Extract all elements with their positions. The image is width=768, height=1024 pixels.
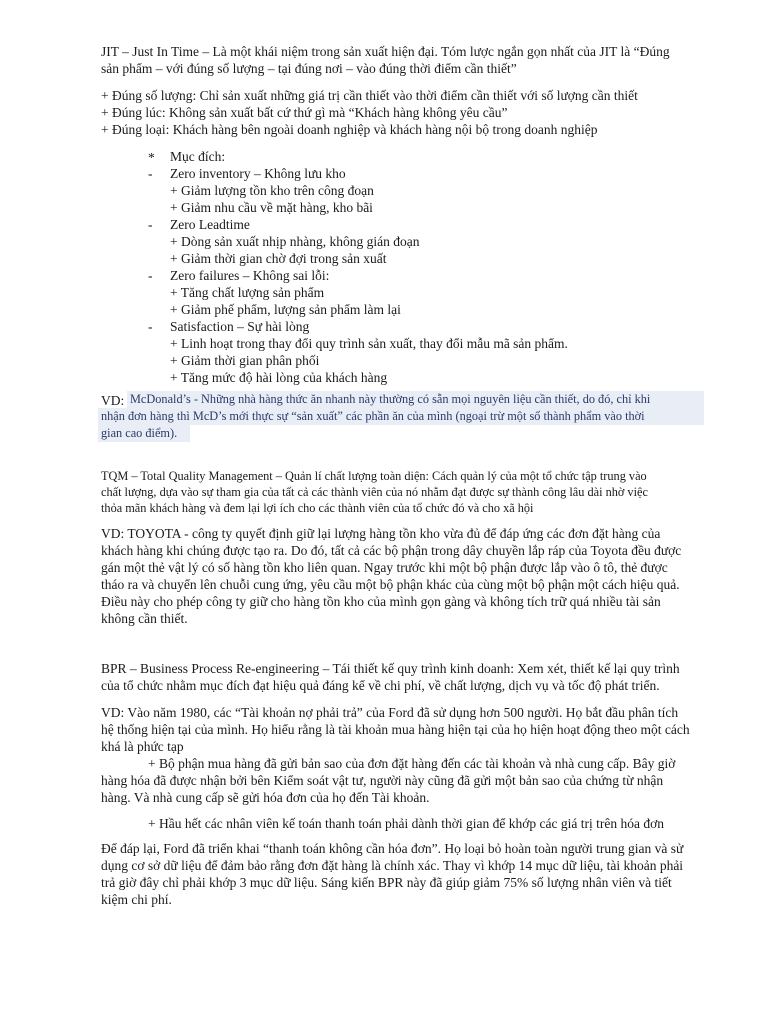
ford-example-line: khá là phức tạp <box>101 739 184 754</box>
goal-item: + Dòng sản xuất nhịp nhàng, không gián đoạn <box>170 234 420 249</box>
goal-title: Zero failures – Không sai lỗi: <box>170 268 330 283</box>
goal-title: Satisfaction – Sự hài lòng <box>170 319 310 334</box>
toyota-example-line: tháo ra và chuyển lên chuỗi cung ứng, yêu cầu một bộ phận khác của cùng một bộ phận một cách hiệu quả. <box>101 577 680 592</box>
ford-step-line: + Hầu hết các nhân viên kế toán thanh toán phải dành thời gian để khớp các giá trị trên hóa đơn <box>148 816 664 831</box>
goal-item: + Linh hoạt trong thay đổi quy trình sản xuất, thay đổi mẫu mã sản phẩm. <box>170 336 568 351</box>
goal-dash: - <box>148 319 153 334</box>
toyota-example-line: khách hàng khi chúng được tạo ra. Do đó, tất cả các bộ phận trong dây chuyền lắp ráp của Toyota đều được <box>101 543 682 558</box>
ford-result-line: Để đáp lại, Ford đã triển khai “thanh toán không cần hóa đơn”. Họ loại bỏ hoàn toàn người trung gian và sử <box>101 841 684 856</box>
purpose-title: Mục đích: <box>170 149 226 164</box>
goal-item: + Tăng mức độ hài lòng của khách hàng <box>170 370 388 385</box>
ford-result-line: dụng cơ sở dữ liệu để đảm bảo rằng đơn đặt hàng là chính xác. Thay vì khớp 14 mục dữ liệu, tài khoản phải <box>101 858 684 873</box>
goal-dash: - <box>148 166 153 181</box>
ford-example-line: VD: Vào năm 1980, các “Tài khoản nợ phải trả” của Ford đã sử dụng hơn 500 người. Họ bắt đầu phân tích <box>101 705 679 720</box>
goal-item: + Giảm lượng tồn kho trên công đoạn <box>170 183 374 198</box>
jit-point: + Đúng số lượng: Chỉ sản xuất những giá trị cần thiết vào thời điểm cần thiết với số lượng cần thiết <box>101 88 638 103</box>
ford-step-line: hàng hóa đã được nhận bởi bên Kiểm soát vật tư, người này cũng đã gửi một bản sao của chứng từ nhận <box>101 773 664 788</box>
tqm-definition-line: chất lượng, dựa vào sự tham gia của tất cả các thành viên của nó nhằm đạt được sự thành công lâu dài nhờ việc <box>101 485 648 499</box>
toyota-example-line: không cần thiết. <box>101 611 188 626</box>
mcdonalds-example-line: McDonald’s - Những nhà hàng thức ăn nhanh này thường có sẵn mọi nguyên liệu cần thiết, do đó, chỉ khi <box>130 392 651 406</box>
tqm-definition-line: TQM – Total Quality Management – Quản lí chất lượng toàn diện: Cách quản lý của một tổ chức tập trung vào <box>101 469 647 483</box>
toyota-example-line: Điều này cho phép công ty giữ cho hàng tồn kho của mình gọn gàng và không tích trữ quá nhiều tài sản <box>101 594 661 609</box>
goal-dash: - <box>148 268 153 283</box>
jit-definition-line-2: sản phẩm – với đúng số lượng – tại đúng nơi – vào đúng thời điểm cần thiết” <box>101 61 517 76</box>
mcdonalds-example-line: nhận đơn hàng thì McD’s mới thực sự “sản xuất” các phần ăn của mình (ngoại trừ một số thành phẩm vào thời <box>101 409 645 423</box>
ford-step-line: + Bộ phận mua hàng đã gửi bản sao của đơn đặt hàng đến các tài khoản và nhà cung cấp. Bây giờ <box>148 756 676 771</box>
toyota-example-line: VD: TOYOTA - công ty quyết định giữ lại lượng hàng tồn kho vừa đủ để đáp ứng các đơn đặt hàng của <box>101 526 661 541</box>
goal-item: + Giảm thời gian phân phối <box>170 353 320 368</box>
goal-item: + Giảm thời gian chờ đợi trong sản xuất <box>170 251 387 266</box>
ford-result-line: kiệm chi phí. <box>101 892 172 907</box>
ford-example-line: hệ thống hiện tại của mình. Họ hiểu rằng là tài khoản mua hàng hiện tại của họ hiện hoạt động theo một cách <box>101 722 690 737</box>
toyota-example-line: gán một thẻ vật lý có số hàng tồn kho liên quan. Ngay trước khi một bộ phận được lắp vào ô tô, thẻ được <box>101 560 668 575</box>
goal-title: Zero Leadtime <box>170 217 250 232</box>
example-label: VD: <box>101 393 125 408</box>
goal-dash: - <box>148 217 153 232</box>
goal-title: Zero inventory – Không lưu kho <box>170 166 346 181</box>
ford-step-line: hàng. Và nhà cung cấp sẽ gửi hóa đơn của họ đến Tài khoản. <box>101 790 430 805</box>
jit-point: + Đúng lúc: Không sản xuất bất cứ thứ gì mà “Khách hàng không yêu cầu” <box>101 105 508 120</box>
goal-item: + Giảm phế phẩm, lượng sản phẩm làm lại <box>170 302 401 317</box>
mcdonalds-example-line: gian cao điểm). <box>101 426 178 440</box>
jit-point: + Đúng loại: Khách hàng bên ngoài doanh nghiệp và khách hàng nội bộ trong doanh nghiệp <box>101 122 598 137</box>
goal-item: + Giảm nhu cầu về mặt hàng, kho bãi <box>170 200 373 215</box>
jit-definition-line-1: JIT – Just In Time – Là một khái niệm trong sản xuất hiện đại. Tóm lược ngắn gọn nhất của JIT là “Đúng <box>101 44 670 59</box>
bpr-definition-line: của tổ chức nhằm mục đích đạt hiệu quả đáng kể về chi phí, về chất lượng, dịch vụ và tốc độ phát triển. <box>101 678 660 693</box>
purpose-bullet: * <box>148 150 155 165</box>
bpr-definition-line: BPR – Business Process Re-engineering – Tái thiết kế quy trình kinh doanh: Xem xét, thiết kế lại quy trình <box>101 661 680 676</box>
tqm-definition-line: thỏa mãn khách hàng và đem lại lợi ích cho các thành viên của tổ chức đó và cho xã hội <box>101 501 534 515</box>
ford-result-line: trả giờ đây chỉ phải khớp 3 mục dữ liệu. Sáng kiến BPR này đã giúp giảm 75% số lượng nhân viên và tiết <box>101 875 672 890</box>
goal-item: + Tăng chất lượng sản phẩm <box>170 285 325 300</box>
